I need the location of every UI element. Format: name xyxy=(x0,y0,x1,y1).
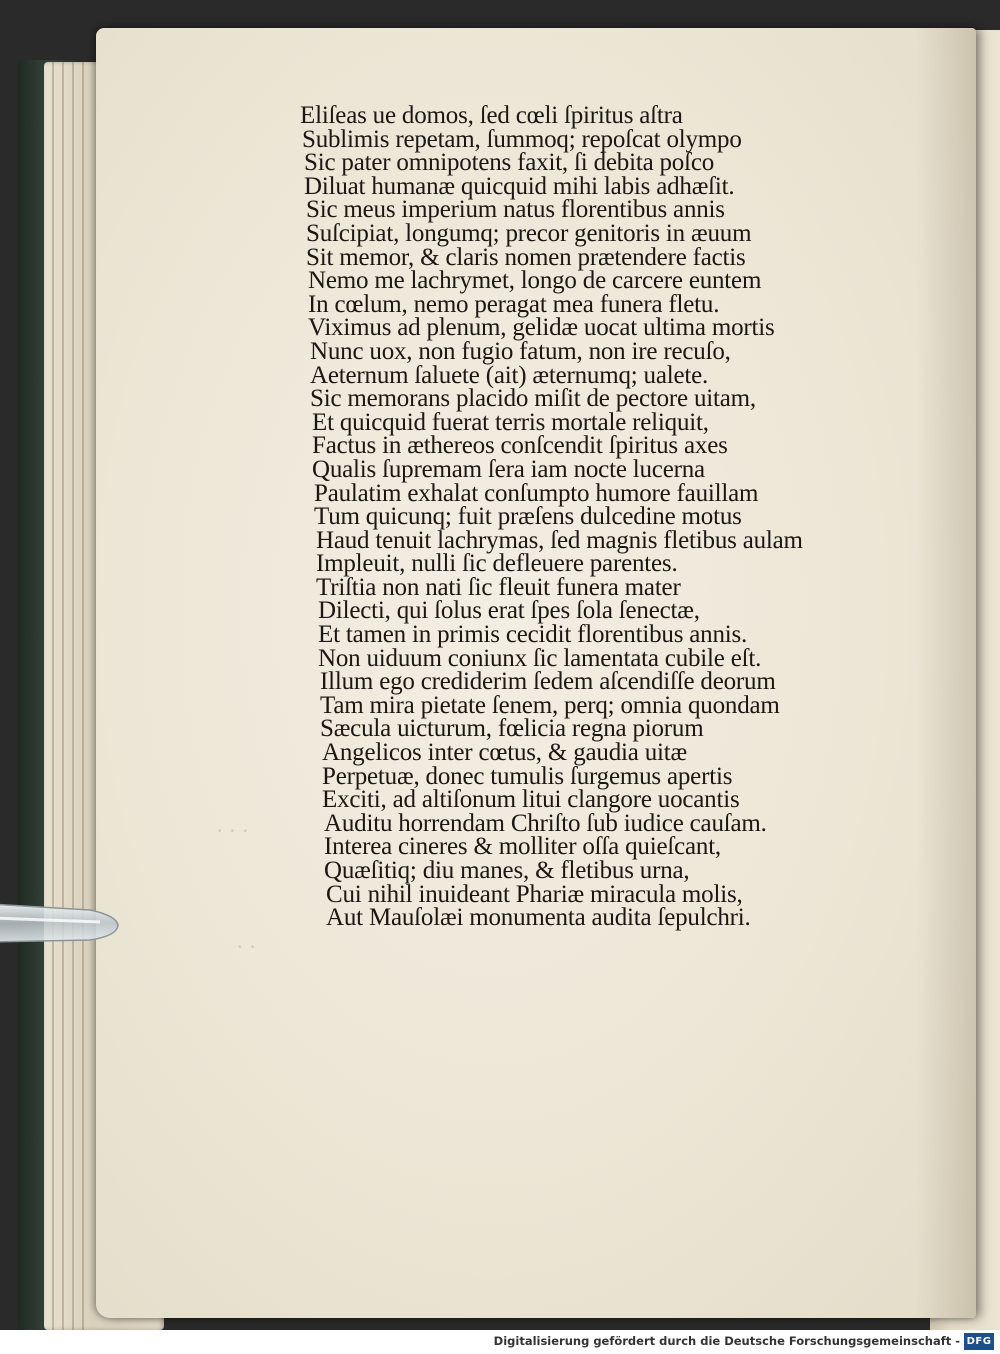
verse-line: Cui nihil inuideant Phariæ miracula molis, xyxy=(326,880,743,908)
verse-line: Sic memorans placido miſit de pectore uitam, xyxy=(310,385,756,413)
verse-line: Eliſeas ue domos, ſed cœli ſpiritus aſtra xyxy=(300,102,683,129)
verse-line: Aeternum ſaluete (ait) æternumq; ualete. xyxy=(310,361,709,389)
dfg-logo: DFG xyxy=(964,1333,994,1350)
verse-line: Paulatim exhalat conſumpto humore fauillam xyxy=(314,479,759,507)
verse-line: Exciti, ad altiſonum litui clangore uocantis xyxy=(322,786,740,814)
page-clip-icon xyxy=(0,892,122,952)
verse-line: Nunc uox, non fugio fatum, non ire recuſo, xyxy=(310,337,731,365)
footer-credit: Digitalisierung gefördert durch die Deutsche Forschungsgemeinschaft - xyxy=(493,1334,960,1348)
verse-line: Sublimis repetam, ſummoq; repoſcat olympo xyxy=(302,125,742,153)
verse-line: Sæcula uicturum, fœlicia regna piorum xyxy=(320,715,704,743)
verse-line: Viximus ad plenum, gelidæ uocat ultima mortis xyxy=(308,314,775,342)
book-page: · · · · · Eliſeas ue domos, ſed cœli ſpiritus aſtra Sublimis repetam, ſummoq; repoſcat olympo Sic pater omnipotens faxit, ſi debita poſco Diluat humanæ quicquid mihi labis adhæſit. Sic meus imperium natus florentibus annis Suſcipiat, longumq; precor genitoris in æuum Sit memor, & claris nomen prætendere factis Nemo me lachrymet, longo de carcere euntem In cœlum, nemo peragat mea funera fletu. Viximus ad plenum, gelidæ uocat ultima mortis Nunc uox, non fugio fatum, non ire recuſo, Aeternum ſaluete (ait) æternumq; ualete. Sic memorans placido miſit de pectore uitam, Et quicquid fuerat terris mortale reliquit, Factus in æthereos conſcendit ſpiritus axes Qualis ſupremam ſera iam nocte lucerna Paulatim exhalat conſumpto humore fauillam Tum quicunq; fuit præſens dulcedine motus Haud tenuit lachrymas, ſed magnis fletibus aulam Impleuit, nulli ſic defleuere parentes. Triſtia non nati ſic fleuit funera mater Dilecti, qui ſolus erat ſpes ſola ſenectæ, Et tamen in primis cecidit florentibus annis. Non uiduum coniunx ſic lamentata cubile eſt. Illum ego crediderim ſedem aſcendiſſe deorum Tam mira pietate ſenem, perq; omnia quondam Sæcula uicturum, fœlicia regna piorum Angelicos inter cœtus, & gaudia uitæ Perpetuæ, donec tumulis ſurgemus apertis Exciti, ad altiſonum litui clangore uocantis Auditu horrendam Chriſto ſub iudice cauſam. Interea cineres & molliter oſſa quieſcant, Quæſitiq; diu manes, & fletibus urna, Cui nihil inuideant Phariæ miracula molis, Aut Mauſolæi monumenta audita ſepulchri. xyxy=(96,28,976,1318)
verse-line: Et tamen in primis cecidit florentibus annis. xyxy=(318,621,748,649)
verse-line: Et quicquid fuerat terris mortale reliquit, xyxy=(312,408,709,436)
verse-line: Sic pater omnipotens faxit, ſi debita poſco xyxy=(304,149,715,177)
verse-text xyxy=(300,102,948,932)
verse-line: Triſtia non nati ſic fleuit funera mater xyxy=(316,573,681,601)
verse-line: Tum quicunq; fuit præſens dulcedine motus xyxy=(314,503,742,531)
verse-line: Dilecti, qui ſolus erat ſpes ſola ſenectæ, xyxy=(318,597,700,625)
verse-line: Auditu horrendam Chriſto ſub iudice cauſam. xyxy=(324,809,767,837)
verse-line: Perpetuæ, donec tumulis ſurgemus apertis xyxy=(322,762,733,790)
verse-line: Angelicos inter cœtus, & gaudia uitæ xyxy=(322,739,687,767)
verse-line: Factus in æthereos conſcendit ſpiritus axes xyxy=(312,432,728,460)
footer xyxy=(0,1330,1000,1354)
verse-line: Impleuit, nulli ſic defleuere parentes. xyxy=(316,550,678,578)
verse-line: Non uiduum coniunx ſic lamentata cubile eſt. xyxy=(318,644,762,672)
verse-line: In cœlum, nemo peragat mea funera fletu. xyxy=(308,290,720,318)
verse-line: Qualis ſupremam ſera iam nocte lucerna xyxy=(312,455,705,483)
verse-line: Sit memor, & claris nomen prætendere factis xyxy=(306,243,746,271)
verse-line: Illum ego crediderim ſedem aſcendiſſe deorum xyxy=(320,668,776,696)
verse-line: Quæſitiq; diu manes, & fletibus urna, xyxy=(324,857,690,884)
verse-line: Haud tenuit lachrymas, ſed magnis fletibus aulam xyxy=(316,526,803,554)
verse-line: Tam mira pietate ſenem, perq; omnia quondam xyxy=(320,691,780,719)
verse-line: Diluat humanæ quicquid mihi labis adhæſit. xyxy=(304,172,735,200)
verse-line: Suſcipiat, longumq; precor genitoris in æuum xyxy=(306,219,752,247)
verse-line: Nemo me lachrymet, longo de carcere euntem xyxy=(308,267,762,295)
verse-line: Sic meus imperium natus florentibus annis xyxy=(306,196,725,224)
verse-line: Interea cineres & molliter oſſa quieſcant, xyxy=(324,833,721,861)
verse-line: Aut Mauſolæi monumenta audita ſepulchri. xyxy=(326,904,751,932)
